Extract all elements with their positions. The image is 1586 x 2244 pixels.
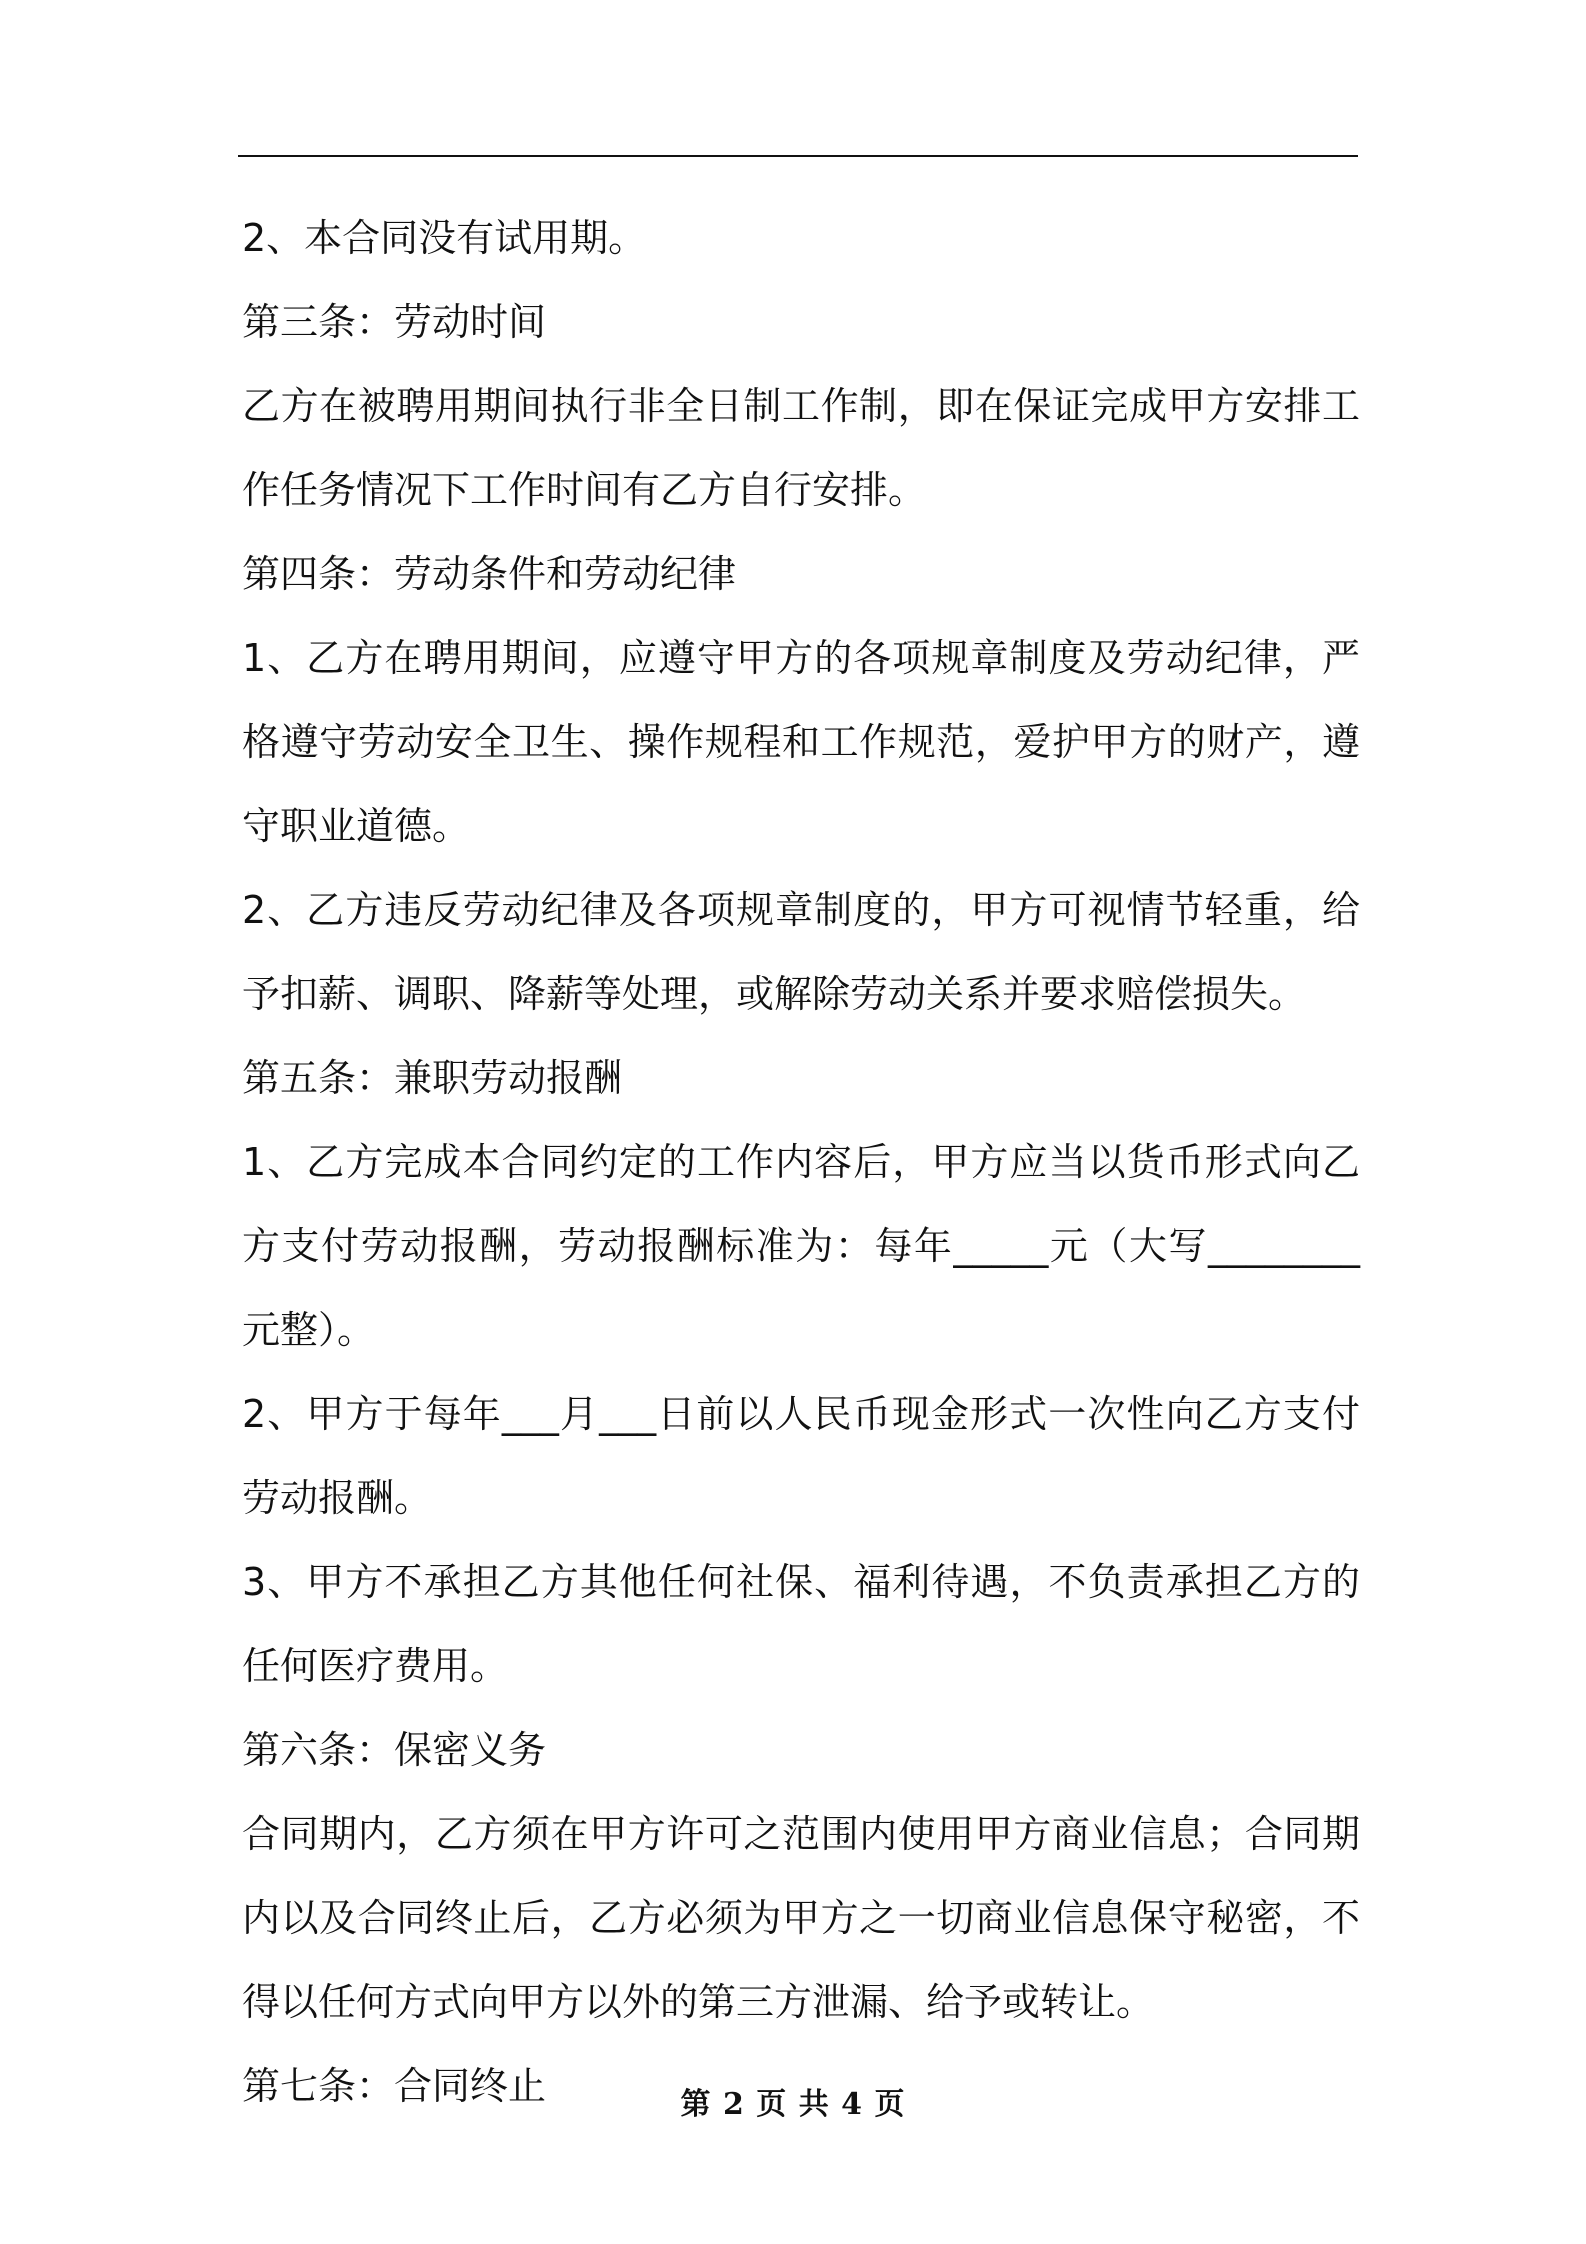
document-body [242, 196, 1360, 2128]
paragraph: 2、甲方于每年___月___日前以人民币现金形式一次性向乙方支付劳动报酬。 [242, 1392, 1360, 1520]
paragraph: 1、乙方在聘用期间，应遵守甲方的各项规章制度及劳动纪律，严格遵守劳动安全卫生、操作规程和工作规范，爱护甲方的财产，遵守职业道德。 [242, 636, 1360, 848]
section-heading: 第五条：兼职劳动报酬 [242, 1056, 623, 1100]
section-heading: 第六条：保密义务 [242, 1728, 547, 1772]
paragraph: 2、乙方违反劳动纪律及各项规章制度的，甲方可视情节轻重，给予扣薪、调职、降薪等处理，或解除劳动关系并要求赔偿损失。 [242, 888, 1360, 1016]
paragraph: 合同期内，乙方须在甲方许可之范围内使用甲方商业信息；合同期内以及合同终止后，乙方必须为甲方之一切商业信息保守秘密，不得以任何方式向甲方以外的第三方泄漏、给予或转让。 [242, 1812, 1360, 2024]
section-heading: 第三条：劳动时间 [242, 300, 547, 344]
section-heading: 第四条：劳动条件和劳动纪律 [242, 552, 737, 596]
header-rule [238, 155, 1358, 157]
paragraph: 1、乙方完成本合同约定的工作内容后，甲方应当以货币形式向乙方支付劳动报酬，劳动报酬标准为：每年_____元（大写________元整）。 [242, 1140, 1360, 1352]
paragraph: 3、甲方不承担乙方其他任何社保、福利待遇，不负责承担乙方的任何医疗费用。 [242, 1560, 1360, 1688]
paragraph: 乙方在被聘用期间执行非全日制工作制，即在保证完成甲方安排工作任务情况下工作时间有乙方自行安排。 [242, 384, 1360, 512]
section-heading: 第七条：合同终止 [242, 2064, 547, 2108]
page-footer: 第 2 页 共 4 页 [680, 2087, 906, 2122]
paragraph: 2、本合同没有试用期。 [242, 216, 647, 260]
